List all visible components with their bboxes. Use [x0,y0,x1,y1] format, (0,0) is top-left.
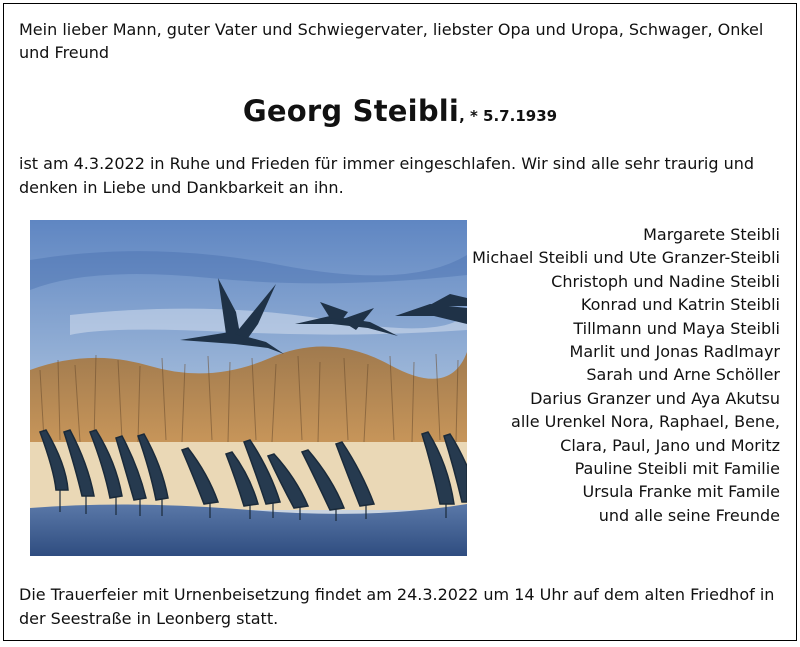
death-message: ist am 4.3.2022 in Ruhe und Frieden für immer eingeschlafen. Wir sind alle sehr traurig und denken in Liebe und Dankbarkeit an ihn. [19,154,755,197]
crane-painting-image [30,220,467,556]
list-item: alle Urenkel Nora, Raphael, Bene, [511,412,780,432]
list-item: Michael Steibli und Ute Granzer-Steibli [472,248,780,268]
list-item: Pauline Steibli mit Familie [574,459,780,479]
deceased-name: Georg Steibli [242,94,460,128]
list-item: Konrad und Katrin Steibli [580,295,780,315]
funeral-info: Die Trauerfeier mit Urnenbeisetzung findet am 24.3.2022 um 14 Uhr auf dem alten Friedhof in der Seestraße in Leonberg statt. [19,585,775,628]
intro-text: Mein lieber Mann, guter Vater und Schwiegervater, liebster Opa und Uropa, Schwager, Onkel und Freund [19,20,764,62]
birth-date: , * 5.7.1939 [459,107,558,125]
list-item: und alle seine Freunde [598,505,780,525]
list-item: Sarah und Arne Schöller [586,365,780,385]
obituary-notice [3,3,797,641]
deceased-heading [4,94,796,128]
list-item: Ursula Franke mit Famile [582,482,780,502]
list-item: Margarete Steibli [643,225,780,244]
list-item: Marlit und Jonas Radlmayr [569,342,780,362]
list-item: Darius Granzer und Aya Akutsu [530,388,780,408]
crane-painting [30,220,467,556]
list-item: Tillmann und Maya Steibli [573,318,780,338]
mourners-list [460,223,780,527]
list-item: Clara, Paul, Jano und Moritz [560,435,780,455]
list-item: Christoph und Nadine Steibli [551,271,780,291]
